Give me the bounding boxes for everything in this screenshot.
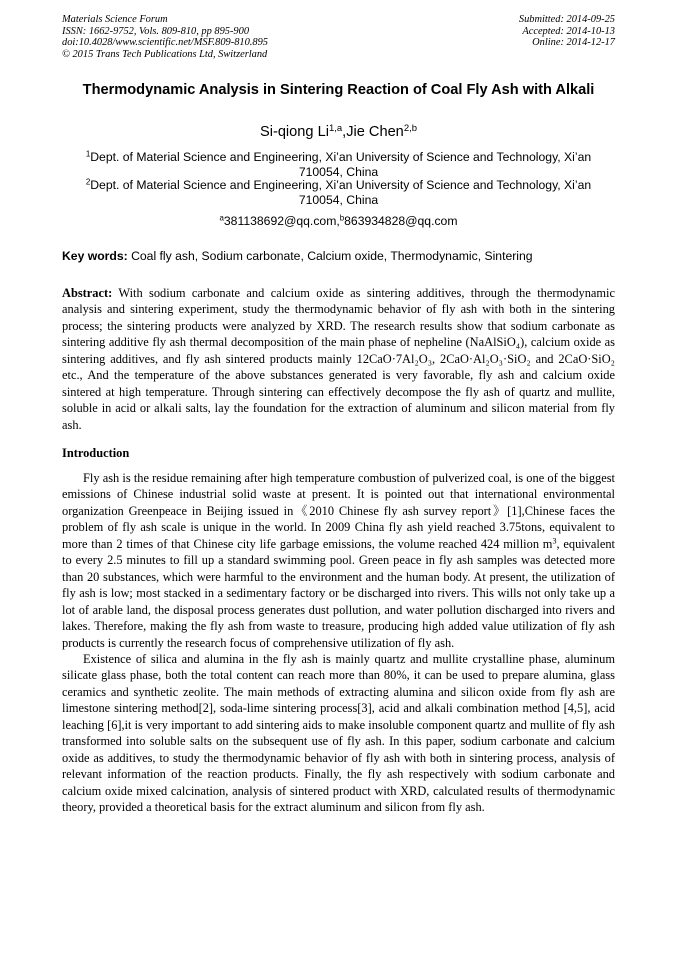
author-1: Si-qiong Li — [259, 124, 329, 140]
paper-title: Thermodynamic Analysis in Sintering Reaction of Coal Fly Ash with Alkali — [82, 82, 595, 98]
journal-issn: ISSN: 1662-9752, Vols. 809-810, pp 895-900 — [62, 25, 250, 37]
journal-info — [62, 14, 268, 60]
abstract-text: With sodium carbonate and calcium oxide as sintering additives, through the thermodynamic analysis and sintering experiment, study the thermodynamic behavior of fly ash with both in the sintering process; the sintering products were analyzed by XRD. The research results show that sodium carbonate as sintering additive fly ash thermal decomposition of the main phase of nepheline (NaAlSiO₄), calcium oxide as sintering additives, and fly ash sintered products mainly 12CaO·7Al₂O₃, 2CaO·Al₂O₃·SiO₂ and 2CaO·SiO₂ etc., And the temperature of the above substances generated is very favorable, fly ash and calcium oxide sintered at high temperature. Through sintering can effectively decompose the fly ash of quartz and mullite, soluble in acid or alkali salts, lay the foundation for the extraction of aluminum and silicon material from fly ash. — [62, 286, 616, 432]
author-1-superscript: 1,a — [328, 122, 343, 134]
author-2-superscript: 2,b — [403, 122, 417, 134]
introduction-paragraph-2: Existence of silica and alumina in the fly ash is mainly quartz and mullite crystalline phase, aluminum silicate glass phase, both the total content can reach more than 80%, it can be used to prepare alumina, glass ceramics and synthetic zeolite. The main methods of extracting alumina and silicon oxide from fly ash are limestone sintering method[2], soda-lime sintering process[3], acid and alkali combination method [4,5], acid leaching [6],it is very important to add sintering aids to make insoluble component quartz and mullite of fly ash transformed into soluble salts on the subsequent use of fly ash. In this paper, sodium carbonate and calcium oxide as additives, to study the thermodynamic behavior of fly ash with both in sintering process, analysis of relevant information of the reaction products. Finally, the fly ash respectively with sodium carbonate and calcium oxide mixed calcination, analysis of sintered product with XRD, calculated results of thermodynamic theory, provided a theoretical basis for the extract aluminum and silicon from fly ash. — [62, 651, 615, 815]
paragraph-1-text-end: , equivalent to every 2.5 minutes to fill up a standard swimming pool. Green peace in fly ash samples was detected more than 20 substances, which were harmful to the environment and the human body. At present, the utilization of fly ash is low; most stacked in a sedimentary factory or be discharged into rivers. This wills not only take up a lot of arable land, the disposal process generates dust pollution, and water pollution discharged into rivers and lakes. Therefore, making the fly ash from waste to treasure, producing high added value utilization of fly ash products is currently the research focus of comprehensive utilization of fly ash. — [62, 536, 615, 650]
affiliation-2-line — [62, 178, 615, 193]
author-line — [62, 123, 615, 141]
affiliation-2-superscript: 2 — [85, 177, 91, 187]
affiliation-1-superscript: 1 — [85, 149, 91, 159]
author-emails — [62, 214, 615, 229]
paragraph-1-text-start: Fly ash is the residue remaining after high temperature combustion of pulverized coal, is one of the biggest emissions of Chinese industrial solid waste at present. It is pointed out that international environmental organization Greenpeace in Beijing issued in《2010 Chinese fly ash survey report》[1],Chinese faces the problem of fly ash scale is unique in the world. In 2009 China fly ash yield reached 3.75tons, equivalent to more than 2 times of that Chinese city life garbage emissions, the volume reached 424 million m — [62, 471, 615, 551]
introduction-heading: Introduction — [62, 446, 130, 460]
email-b[interactable]: 863934828@qq.com — [344, 214, 458, 228]
email-a-superscript: a — [219, 213, 224, 223]
publication-dates — [519, 14, 615, 49]
abstract — [62, 285, 615, 433]
email-separator: , — [336, 214, 340, 228]
accepted-date: Accepted: 2014-10-13 — [522, 25, 615, 37]
affiliation-1-line — [62, 150, 615, 165]
introduction-body — [62, 470, 615, 816]
journal-name: Materials Science Forum — [62, 14, 168, 25]
cubic-superscript: 3 — [552, 536, 557, 546]
affiliation-1-text: Dept. of Material Science and Engineering, Xi’an University of Science and Technology, Xi’an — [90, 150, 592, 164]
author-2: Jie Chen — [346, 124, 404, 140]
journal-doi: doi:10.4028/www.scientific.net/MSF.809-810.895 — [62, 37, 268, 49]
introduction-paragraph-1 — [62, 470, 615, 651]
email-b-superscript: b — [339, 213, 345, 223]
affiliation-2-postcode: 710054, China — [298, 193, 379, 207]
journal-copyright: © 2015 Trans Tech Publications Ltd, Switzerland — [62, 48, 268, 60]
email-a[interactable]: 381138692@qq.com — [223, 214, 337, 228]
online-date: Online: 2014-12-17 — [532, 37, 615, 49]
affiliation-1-postcode: 710054, China — [298, 165, 379, 179]
keywords-text: Coal fly ash, Sodium carbonate, Calcium oxide, Thermodynamic, Sintering — [131, 249, 533, 263]
affiliation-1 — [62, 150, 615, 180]
abstract-label: Abstract: — [62, 286, 113, 300]
affiliation-2 — [62, 178, 615, 208]
author-separator: , — [342, 124, 347, 140]
keywords — [62, 249, 615, 264]
keywords-label: Key words: — [62, 249, 128, 263]
submitted-date: Submitted: 2014-09-25 — [518, 14, 615, 25]
affiliation-2-text: Dept. of Material Science and Engineering, Xi’an University of Science and Technology, Xi’an — [90, 178, 592, 192]
